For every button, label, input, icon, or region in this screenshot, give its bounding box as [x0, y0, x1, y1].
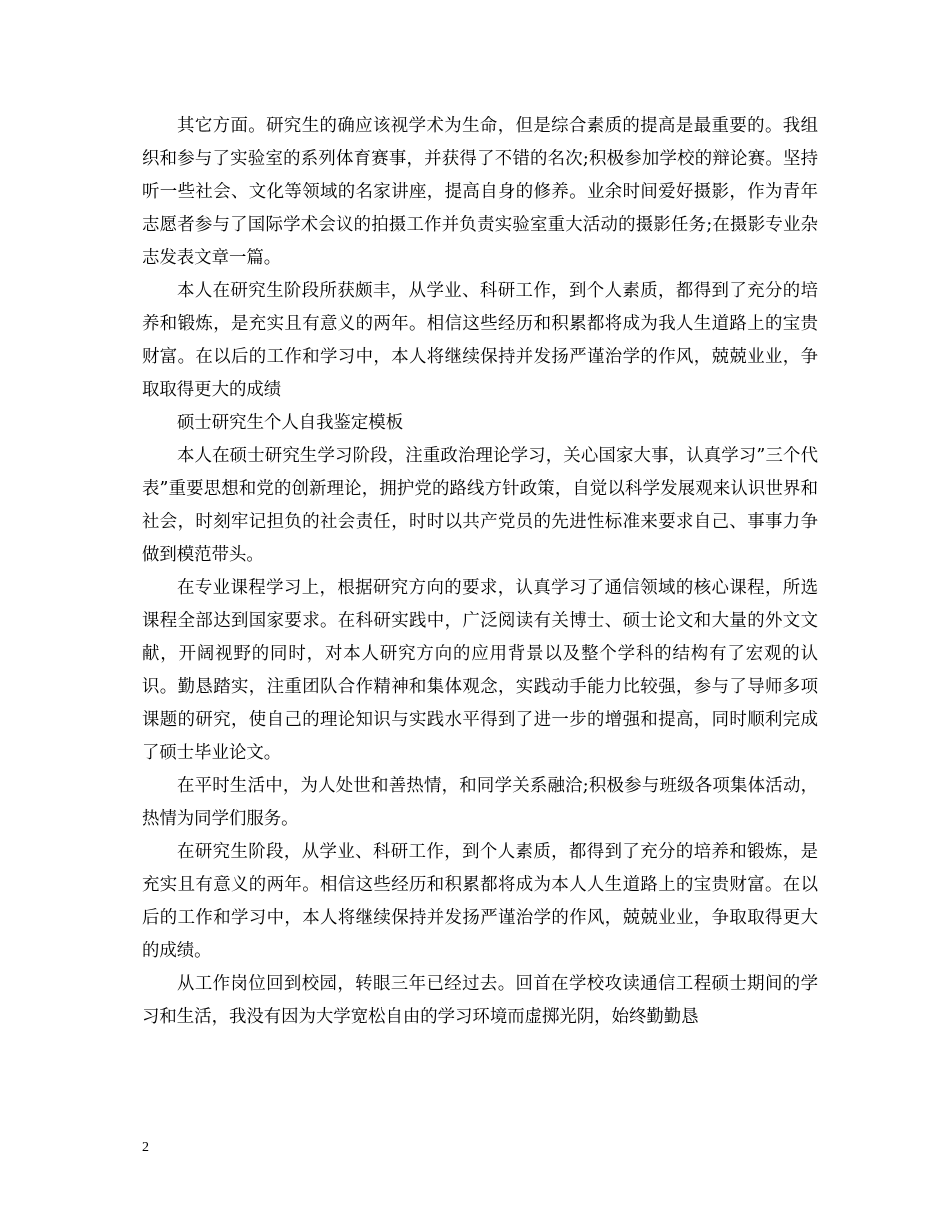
- paragraph-other-aspects: 其它方面。研究生的确应该视学术为生命，但是综合素质的提高是最重要的。我组织和参与了实验室的系列体育赛事，并获得了不错的名次;积极参加学校的辩论赛。坚持听一些社会、文化等领域的名家讲座，提高自身的修养。业余时间爱好摄影，作为青年志愿者参与了国际学术会议的拍摄工作并负责实验室重大活动的摄影任务;在摄影专业杂志发表文章一篇。: [142, 116, 818, 268]
- paragraph-graduate-summary: 在研究生阶段，从学业、科研工作，到个人素质，都得到了充分的培养和锻炼，是充实且有意义的两年。相信这些经历和积累都将成为本人人生道路上的宝贵财富。在以后的工作和学习中，本人将继续保持并发扬严谨治学的作风，兢兢业业，争取取得更大的成绩。: [142, 842, 818, 961]
- paragraph-coursework: 在专业课程学习上，根据研究方向的要求，认真学习了通信领域的核心课程，所选课程全部达到国家要求。在科研实践中，广泛阅读有关博士、硕士论文和大量的外文文献，开阔视野的同时，对本人研究方向的应用背景以及整个学科的结构有了宏观的认识。勤恳踏实，注重团队合作精神和集体观念，实践动手能力比较强，参与了导师多项课题的研究，使自己的理论知识与实践水平得到了进一步的增强和提高，同时顺利完成了硕士毕业论文。: [142, 578, 818, 763]
- section-heading: 硕士研究生个人自我鉴定模板: [177, 413, 404, 433]
- document-body: [142, 110, 818, 1034]
- paragraph-return-to-campus: 从工作岗位回到校园，转眼三年已经过去。回首在学校攻读通信工程硕士期间的学习和生活，我没有因为大学宽松自由的学习环境而虚掷光阴，始终勤勤恳: [142, 974, 818, 1027]
- paragraph-gains-summary: 本人在研究生阶段所获颇丰，从学业、科研工作，到个人素质，都得到了充分的培养和锻炼，是充实且有意义的两年。相信这些经历和积累都将成为我人生道路上的宝贵财富。在以后的工作和学习中，本人将继续保持并发扬严谨治学的作风，兢兢业业，争取取得更大的成绩: [142, 281, 818, 400]
- paragraph-political-study: 本人在硕士研究生学习阶段，注重政治理论学习，关心国家大事，认真学习”三个代表”重要思想和党的创新理论，拥护党的路线方针政策，自觉以科学发展观来认识世界和社会，时刻牢记担负的社会责任，时时以共产党员的先进性标准来要求自己、事事力争做到模范带头。: [142, 446, 818, 565]
- paragraph-daily-life: 在平时生活中，为人处世和善热情，和同学关系融洽;积极参与班级各项集体活动，热情为同学们服务。: [142, 776, 818, 829]
- page-number: 2: [142, 1140, 149, 1155]
